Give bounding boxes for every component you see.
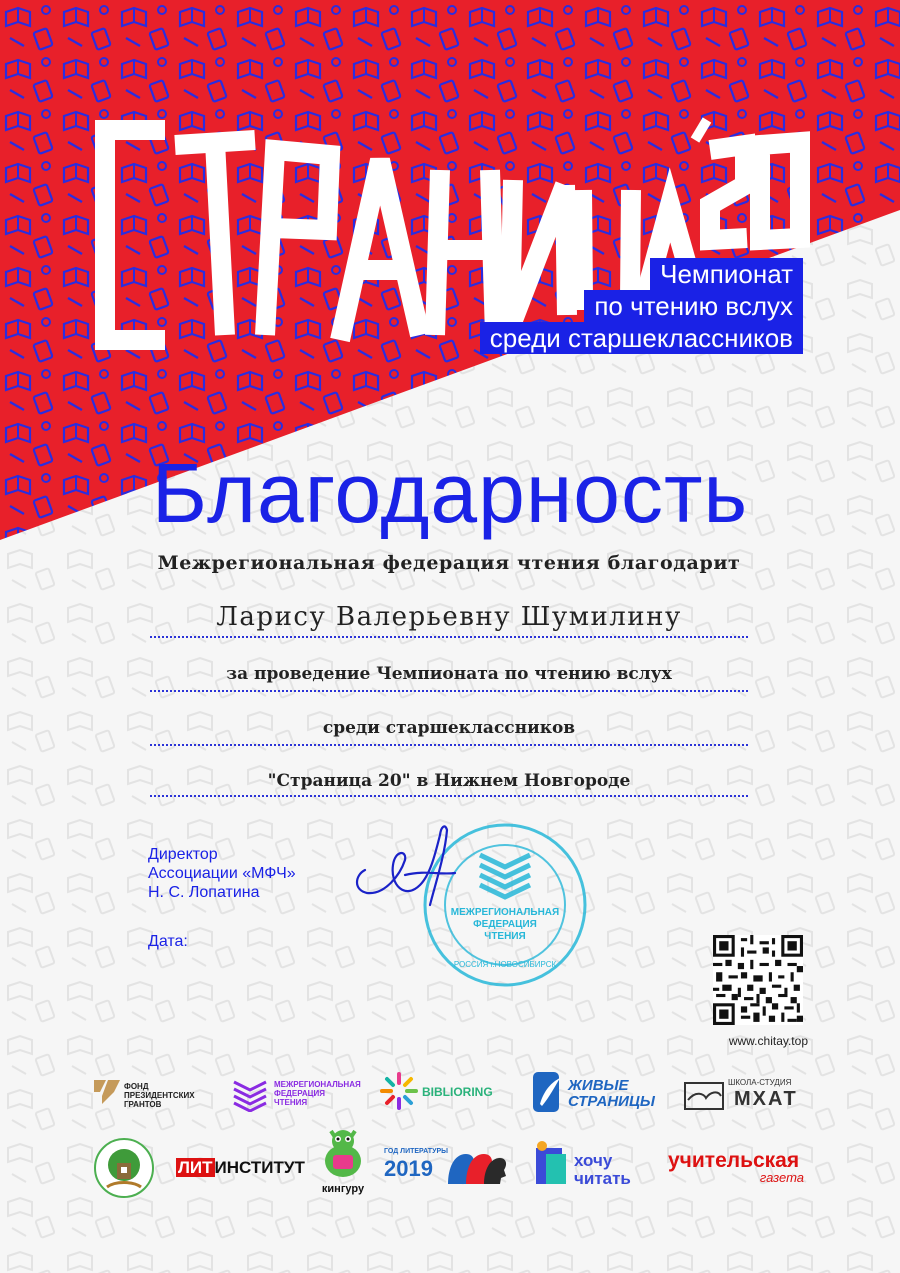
hochu-line-2: читать [574, 1169, 631, 1188]
biblioring-name: BIBLIORING [422, 1085, 493, 1099]
logo-zhivye-stranitsy [530, 1070, 662, 1118]
logo-kingguru [315, 1127, 371, 1199]
fond-line-1: ФОНД [124, 1082, 149, 1091]
logo-mhat [684, 1078, 806, 1112]
mfch-line-2: ФЕДЕРАЦИЯ [274, 1089, 325, 1098]
fond-line-3: ГРАНТОВ [124, 1100, 162, 1109]
logo-rgdb [93, 1137, 155, 1199]
uchitelskaya-line-1: учительская [668, 1149, 800, 1172]
biblioring-burst-icon [378, 1070, 420, 1112]
fond-emblem-icon [92, 1076, 122, 1106]
subtitle-line-3: среди старшеклассников [480, 322, 803, 354]
event-subtitle [480, 258, 803, 354]
recipient-name: Ларису Валерьевну Шумилину [150, 602, 748, 638]
signatory-name: Н. С. Лопатина [148, 884, 260, 901]
signature [345, 815, 475, 915]
zhivye-line-1: ЖИВЫЕ [568, 1077, 629, 1094]
qr-code[interactable] [713, 935, 803, 1025]
signatory-block [148, 845, 296, 902]
kingguru-name: кингуру [321, 1183, 365, 1195]
site-url[interactable]: www.chitay.top [728, 1034, 808, 1048]
god-lit-year: 2019 [384, 1156, 433, 1181]
signatory-position-1: Директор [148, 846, 218, 863]
zhivye-line-2: СТРАНИЦЫ [568, 1093, 655, 1110]
stamp-text-3: ЧТЕНИЯ [484, 931, 526, 942]
date-label: Дата: [148, 933, 188, 950]
seagull-icon [684, 1082, 724, 1110]
signatory-position-2: Ассоциации «МФЧ» [148, 865, 296, 882]
god-lit-line-1: ГОД ЛИТЕРАТУРЫ [384, 1148, 448, 1155]
from-text: Межрегиональная федерация чтения благодарит [157, 552, 741, 574]
mfch-chevrons-icon [232, 1078, 268, 1112]
logo-uchitelskaya-gazeta [668, 1150, 808, 1190]
stamp-bottom-text: РОССИЯ г.НОВОСИБИРСК [453, 960, 557, 969]
phone-feather-icon [530, 1070, 566, 1114]
stamp-text-1: МЕЖРЕГИОНАЛЬНАЯ [450, 907, 560, 918]
logo-god-literatury [384, 1148, 512, 1188]
fond-line-2: ПРЕЗИДЕНТСКИХ [124, 1091, 195, 1100]
litinstitut-part-a: ЛИТ [178, 1158, 213, 1177]
subtitle-line-1: Чемпионат [650, 258, 803, 290]
mfch-line-1: МЕЖРЕГИОНАЛЬНАЯ [274, 1080, 361, 1089]
kangaroo-icon [317, 1127, 369, 1181]
reason-line-1: за проведение Чемпионата по чтению вслух [150, 664, 748, 692]
uchitelskaya-line-2: газета [759, 1170, 804, 1185]
profiles-icon [444, 1148, 510, 1186]
book-figure-icon [532, 1140, 570, 1190]
logo-hochu-chitat [532, 1140, 652, 1192]
mhat-line-1: ШКОЛА-СТУДИЯ [728, 1078, 792, 1087]
logo-biblioring [378, 1070, 513, 1116]
mfch-line-3: ЧТЕНИЯ [274, 1098, 308, 1107]
certificate-title: Благодарность [151, 446, 749, 540]
stamp-text-2: ФЕДЕРАЦИЯ [473, 919, 537, 930]
reason-line-2: среди старшеклассников [150, 718, 748, 746]
logo-litinstitut [176, 1158, 305, 1182]
logo-mfch [232, 1076, 362, 1116]
logo-fond-prezidentskih-grantov [92, 1074, 217, 1114]
mhat-line-2: МХАТ [734, 1088, 798, 1110]
reason-line-3: "Страница 20" в Нижнем Новгороде [150, 771, 748, 797]
litinstitut-part-b: ИНСТИТУТ [214, 1158, 305, 1177]
subtitle-line-2: по чтению вслух [584, 290, 803, 322]
hochu-line-1: хочу [574, 1151, 613, 1170]
